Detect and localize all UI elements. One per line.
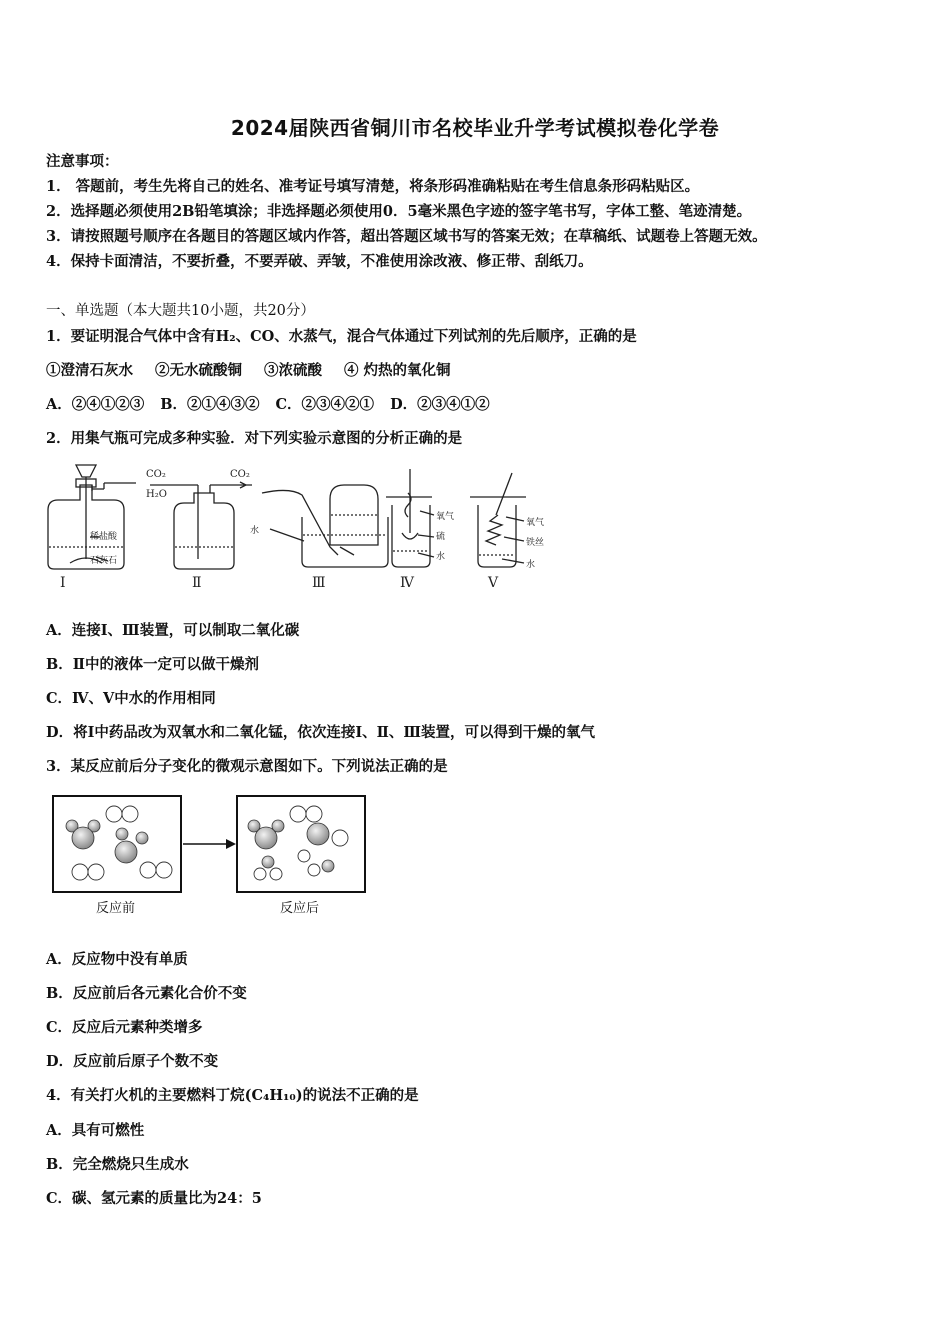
page-title: 2024届陕西省铜川市名校毕业升学考试模拟卷化学卷 [230,116,720,140]
after-box [237,796,365,892]
label-oxygen-5: 氧气 [526,518,545,528]
notice-item: 3．请按照题号顺序在各题目的答题区域内作答，超出答题区域书写的答案无效；在草稿纸、试题卷上答题无效。 [46,228,767,245]
label-roman-5: Ⅴ [488,575,499,591]
question-1-reagents [46,361,451,381]
option-a: A．②④①②③ [46,396,145,413]
option-c: C．②③④②① [275,396,375,413]
question-2-option-b: B．Ⅱ中的液体一定可以做干燥剂 [46,656,259,673]
reagent: ①澄清石灰水 [46,362,133,379]
notice-item: 2．选择题必须使用2B铅笔填涂；非选择题必须使用0．5毫米黑色字迹的签字笔书写，字体工整、笔迹清楚。 [46,203,752,220]
label-iron-wire-5: 铁丝 [526,538,545,548]
question-4-option-a: A．具有可燃性 [46,1122,145,1139]
question-4-stem: 4．有关打火机的主要燃料丁烷(C₄H₁₀)的说法不正确的是 [46,1087,419,1104]
label-after: 反应后 [280,901,320,916]
label-oxygen-4: 氧气 [436,512,455,522]
molecule-figure [48,790,378,920]
reagent: ③浓硫酸 [264,362,322,379]
apparatus-1 [48,465,136,569]
label-roman-2: Ⅱ [192,575,202,591]
question-1-stem: 1．要证明混合气体中含有H₂、CO、水蒸气，混合气体通过下列试剂的先后顺序，正确的是 [46,328,637,345]
label-roman-4: Ⅳ [400,575,414,591]
notice-heading: 注意事项： [46,153,119,170]
question-3-option-c: C．反应后元素种类增多 [46,1019,203,1036]
question-3-option-a: A．反应物中没有单质 [46,951,188,968]
apparatus-4 [386,469,434,567]
apparatus-3 [262,485,388,567]
question-2-option-a: A．连接Ⅰ、Ⅲ装置，可以制取二氧化碳 [46,622,300,639]
label-roman-3: Ⅲ [312,575,326,591]
label-co2-out: CO₂ [230,469,250,480]
label-roman-1: Ⅰ [60,575,66,591]
label-limestone: 石灰石 [90,556,118,566]
label-co2-in: CO₂ [146,469,166,480]
before-box [53,796,181,892]
section-heading: 一、单选题（本大题共10小题，共20分） [46,303,315,319]
question-3-stem: 3．某反应前后分子变化的微观示意图如下。下列说法正确的是 [46,758,448,775]
question-2-option-d: D．将Ⅰ中药品改为双氧水和二氧化锰，依次连接Ⅰ、Ⅱ、Ⅲ装置，可以得到干燥的氧气 [46,724,596,741]
reagent: ②无水硫酸铜 [155,362,242,379]
label-sulfur-4: 硫 [436,532,446,542]
apparatus-figure [40,455,560,595]
question-3-option-d: D．反应前后原子个数不变 [46,1053,219,1070]
question-4-option-b: B．完全燃烧只生成水 [46,1156,189,1173]
notice-item: 4．保持卡面清洁，不要折叠，不要弄破、弄皱，不准使用涂改液、修正带、刮纸刀。 [46,253,593,270]
label-water-4: 水 [436,552,446,562]
label-dilute-hcl: 稀盐酸 [90,532,118,542]
label-water-3: 水 [250,526,260,536]
label-water-5: 水 [526,560,536,570]
option-d: D．②③④①② [390,396,490,413]
question-2-option-c: C．Ⅳ、Ⅴ中水的作用相同 [46,690,216,707]
question-1-options [46,395,490,415]
question-4-option-c: C．碳、氢元素的质量比为24：5 [46,1190,262,1207]
label-h2o-in: H₂O [146,489,167,500]
apparatus-5 [470,473,526,567]
label-before: 反应前 [96,901,136,916]
option-b: B．②①④③② [160,396,260,413]
notice-item: 1． 答题前，考生先将自己的姓名、准考证号填写清楚，将条形码准确粘贴在考生信息条形码粘贴区。 [46,178,700,195]
question-3-option-b: B．反应前后各元素化合价不变 [46,985,247,1002]
reagent: ④ 灼热的氧化铜 [344,362,451,379]
question-2-stem: 2．用集气瓶可完成多种实验．对下列实验示意图的分析正确的是 [46,430,463,447]
